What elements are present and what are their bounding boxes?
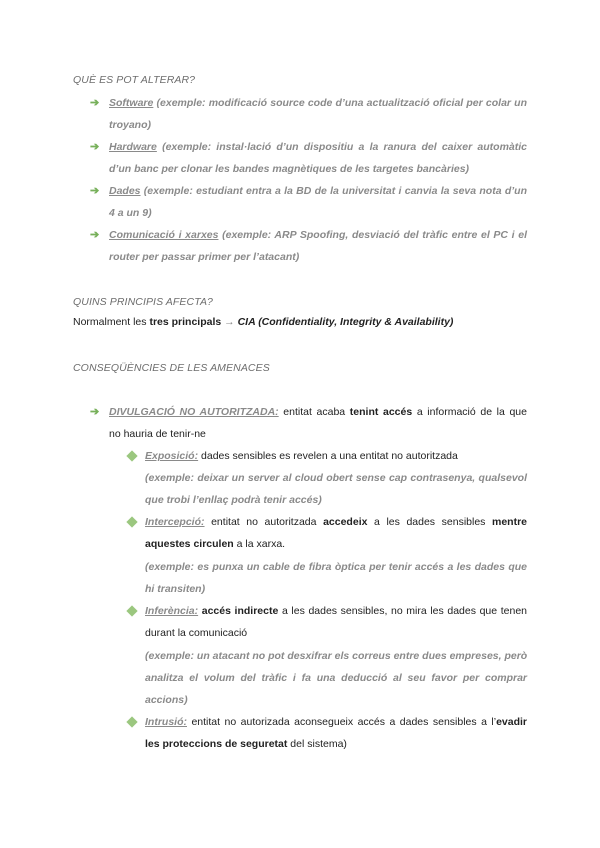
item-text: (exemple: estudiant entra a la BD de la universitat i canvia la seva nota d’un (140, 185, 527, 197)
term-intercepcio: Intercepció: (145, 516, 205, 528)
term-comunicacio: Comunicació i xarxes (109, 229, 219, 241)
list-item-continuation: troyano) (109, 119, 151, 131)
arrow-bullet-icon: ➔ (90, 185, 100, 197)
list-item-continuation: router per passar primer per l’atacant) (109, 251, 300, 263)
text-span-bold: aquestes circulen (145, 538, 234, 550)
list-item-dades (109, 180, 527, 202)
list-item-continuation: d’un banc per clonar les bandes magnètiques de les targetes bancàries) (109, 163, 470, 175)
term-hardware: Hardware (109, 141, 157, 153)
cia-text: CIA (Confidentiality, Integrity & Availability) (237, 316, 454, 328)
inferencia-example-1: (exemple: un atacant no pot desxifrar els correus entre dues empreses, però (145, 650, 528, 662)
text-span-bold: evadir (496, 716, 527, 728)
arrow-bullet-icon: ➔ (90, 229, 100, 241)
term-inferencia: Inferència: (145, 605, 199, 617)
item-text: (exemple: modificació source code d’una actualització oficial per colar un (153, 97, 527, 109)
list-item-continuation: 4 a un 9) (109, 207, 152, 219)
arrow-bullet-icon: ➔ (90, 141, 100, 153)
list-item-software (109, 92, 527, 114)
inferencia-example-2: analitza el volum del tràfic i fa una deducció al seu favor per comprar (145, 672, 527, 684)
text-span: Normalment les (73, 316, 150, 328)
intrusio-line-2 (145, 733, 347, 755)
exposicio-line (145, 445, 458, 467)
text-span-bold: accedeix (323, 516, 368, 528)
arrow-symbol: → (221, 316, 238, 328)
intercepcio-line (145, 511, 527, 533)
section-heading-consequencies: CONSEQÜÈNCIES DE LES AMENACES (73, 362, 270, 374)
text-span: entitat no autoritzada (204, 516, 324, 528)
arrow-bullet-icon: ➔ (90, 406, 100, 418)
inferencia-example-3: accions) (145, 694, 188, 706)
divulgacio-line (109, 401, 527, 423)
list-item-hardware (109, 136, 527, 158)
term-intrusio: Intrusió: (145, 716, 187, 728)
section-heading-principis: QUINS PRINCIPIS AFECTA? (73, 296, 213, 308)
diamond-bullet-icon (126, 605, 137, 616)
section-heading-alterar: QUÈ ES POT ALTERAR? (73, 74, 196, 86)
exposicio-example-1: (exemple: deixar un server al cloud obert sense cap contrasenya, qualsevol (145, 472, 527, 484)
text-span: a les dades sensibles, no mira les dades que tenen (278, 605, 528, 617)
text-span: a la xarxa. (233, 538, 286, 550)
intrusio-line (145, 711, 527, 733)
text-span-bold: tenint accés (349, 406, 413, 418)
exposicio-example-2: que trobi l’enllaç podrà tenir accés) (145, 494, 322, 506)
intercepcio-example-2: hi transiten) (145, 583, 206, 595)
inferencia-line (145, 600, 527, 622)
text-span: a informació de la que (412, 406, 527, 418)
text-span-bold: les proteccions de seguretat (145, 738, 288, 750)
text-span-bold: accés indirecte (201, 605, 279, 617)
term-exposicio: Exposició: (145, 450, 199, 462)
item-text: (exemple: instal·lació d’un dispositiu a la ranura del caixer automàtic (156, 141, 527, 153)
divulgacio-line-2: no hauria de tenir-ne (109, 428, 206, 440)
term-divulgacio: DIVULGACIÓ NO AUTORITZADA: (109, 406, 279, 418)
term-software: Software (109, 97, 154, 109)
text-span-bold: mentre (492, 516, 528, 528)
intercepcio-example-1: (exemple: es punxa un cable de fibra òptica per tenir accés a les dades que (145, 561, 527, 573)
arrow-bullet-icon: ➔ (90, 97, 100, 109)
diamond-bullet-icon (126, 516, 137, 527)
inferencia-line-2: durant la comunicació (145, 627, 248, 639)
diamond-bullet-icon (126, 450, 137, 461)
text-span: dades sensibles es revelen a una entitat no autoritzada (198, 450, 458, 462)
diamond-bullet-icon (126, 716, 137, 727)
text-span: entitat no autorizada aconsegueix accés a dades sensibles a l’ (187, 716, 497, 728)
term-dades: Dades (109, 185, 141, 197)
list-item-comunicacio (109, 224, 527, 246)
text-span: entitat acaba (278, 406, 350, 418)
principis-text (73, 311, 453, 333)
text-span-bold: tres principals (149, 316, 222, 328)
item-text: (exemple: ARP Spoofing, desviació del tràfic entre el PC i el (218, 229, 527, 241)
text-span: a les dades sensibles (367, 516, 492, 528)
intercepcio-line-2 (145, 533, 285, 555)
text-span: del sistema) (287, 738, 347, 750)
